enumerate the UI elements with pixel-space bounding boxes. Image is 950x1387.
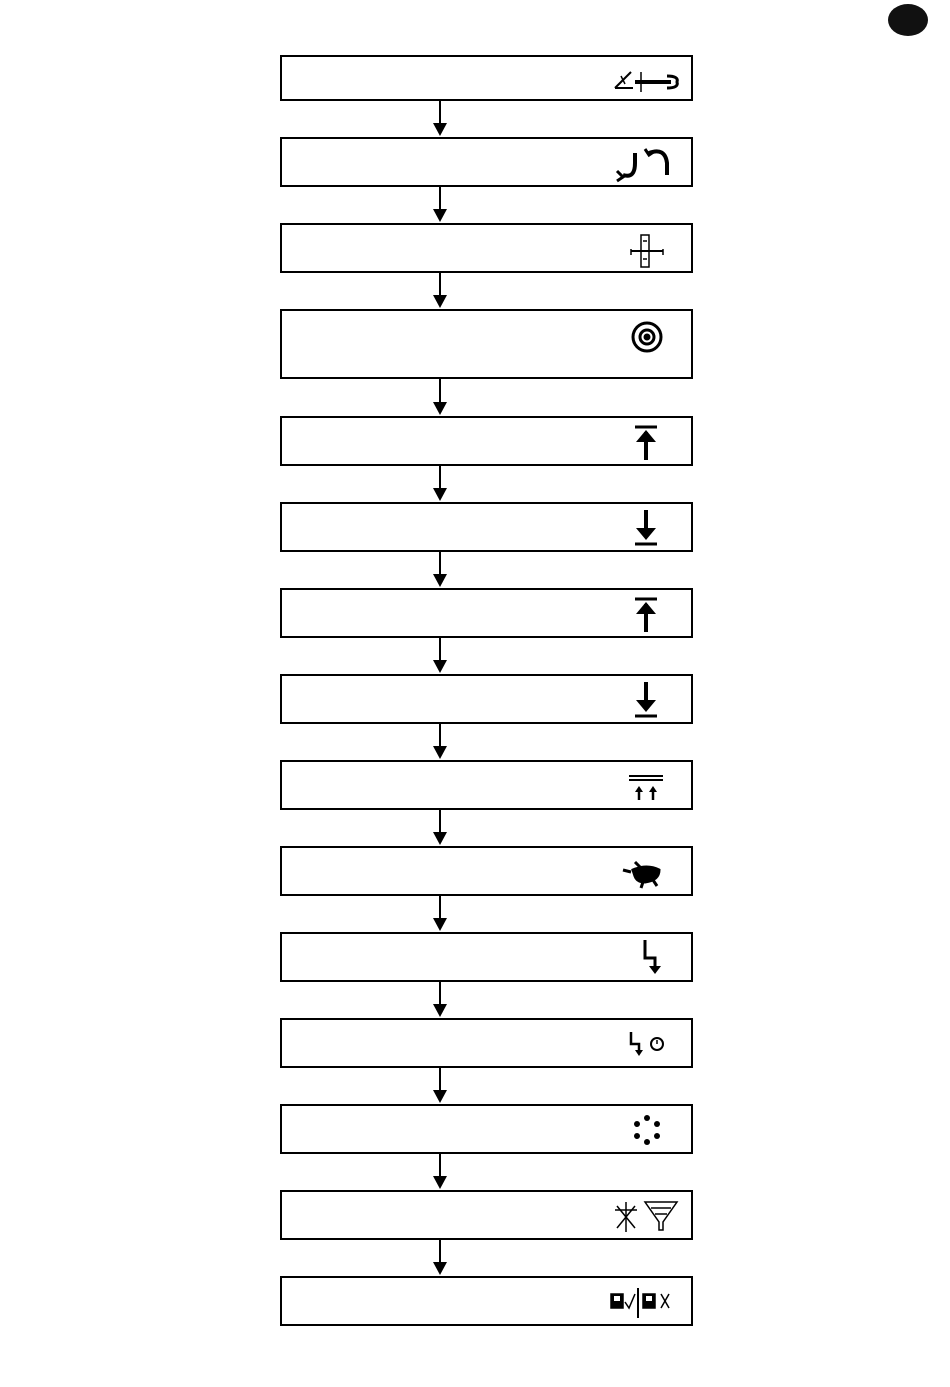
arrow-up-bar-icon [601, 590, 691, 638]
flow-arrow [430, 1240, 450, 1276]
step-box [280, 309, 693, 379]
save-check-cross-icon [601, 1278, 691, 1326]
flow-arrow [430, 101, 450, 137]
step-box [280, 1276, 693, 1326]
flow-arrow [430, 187, 450, 223]
dots-ring-icon [601, 1106, 691, 1154]
step-box [280, 1190, 693, 1240]
flow-arrow [430, 466, 450, 502]
step-box [280, 588, 693, 638]
flow-arrow [430, 379, 450, 416]
flow-arrow [430, 810, 450, 846]
flow-arrow [430, 982, 450, 1018]
flow-arrow [430, 1154, 450, 1190]
arrow-up-bar-icon [601, 418, 691, 466]
step-box [280, 760, 693, 810]
step-box [280, 137, 693, 187]
flow-arrow [430, 724, 450, 760]
level-ruler-icon [601, 225, 691, 273]
step-box [280, 55, 693, 101]
flow-arrow [430, 273, 450, 309]
rabbit-speed-icon [601, 848, 691, 896]
step-box [280, 416, 693, 466]
flow-arrow [430, 1068, 450, 1104]
arrow-down-bar-icon [601, 676, 691, 724]
step-box [280, 846, 693, 896]
flow-arrow [430, 638, 450, 674]
rotate-arrows-icon [601, 139, 691, 187]
page-badge [888, 4, 928, 36]
zigzag-arrow-clock-icon [601, 1020, 691, 1068]
step-box [280, 1104, 693, 1154]
arrow-down-bar-icon [601, 504, 691, 552]
angle-wrench-icon [601, 57, 691, 105]
double-arrow-up-line-icon [601, 762, 691, 810]
sensor-filter-icon [601, 1192, 691, 1240]
flow-arrow [430, 896, 450, 932]
zigzag-down-arrow-icon [601, 934, 691, 982]
target-circle-icon [601, 311, 691, 359]
step-box [280, 1018, 693, 1068]
step-box [280, 932, 693, 982]
step-box [280, 502, 693, 552]
flow-arrow [430, 552, 450, 588]
step-box [280, 674, 693, 724]
step-box [280, 223, 693, 273]
